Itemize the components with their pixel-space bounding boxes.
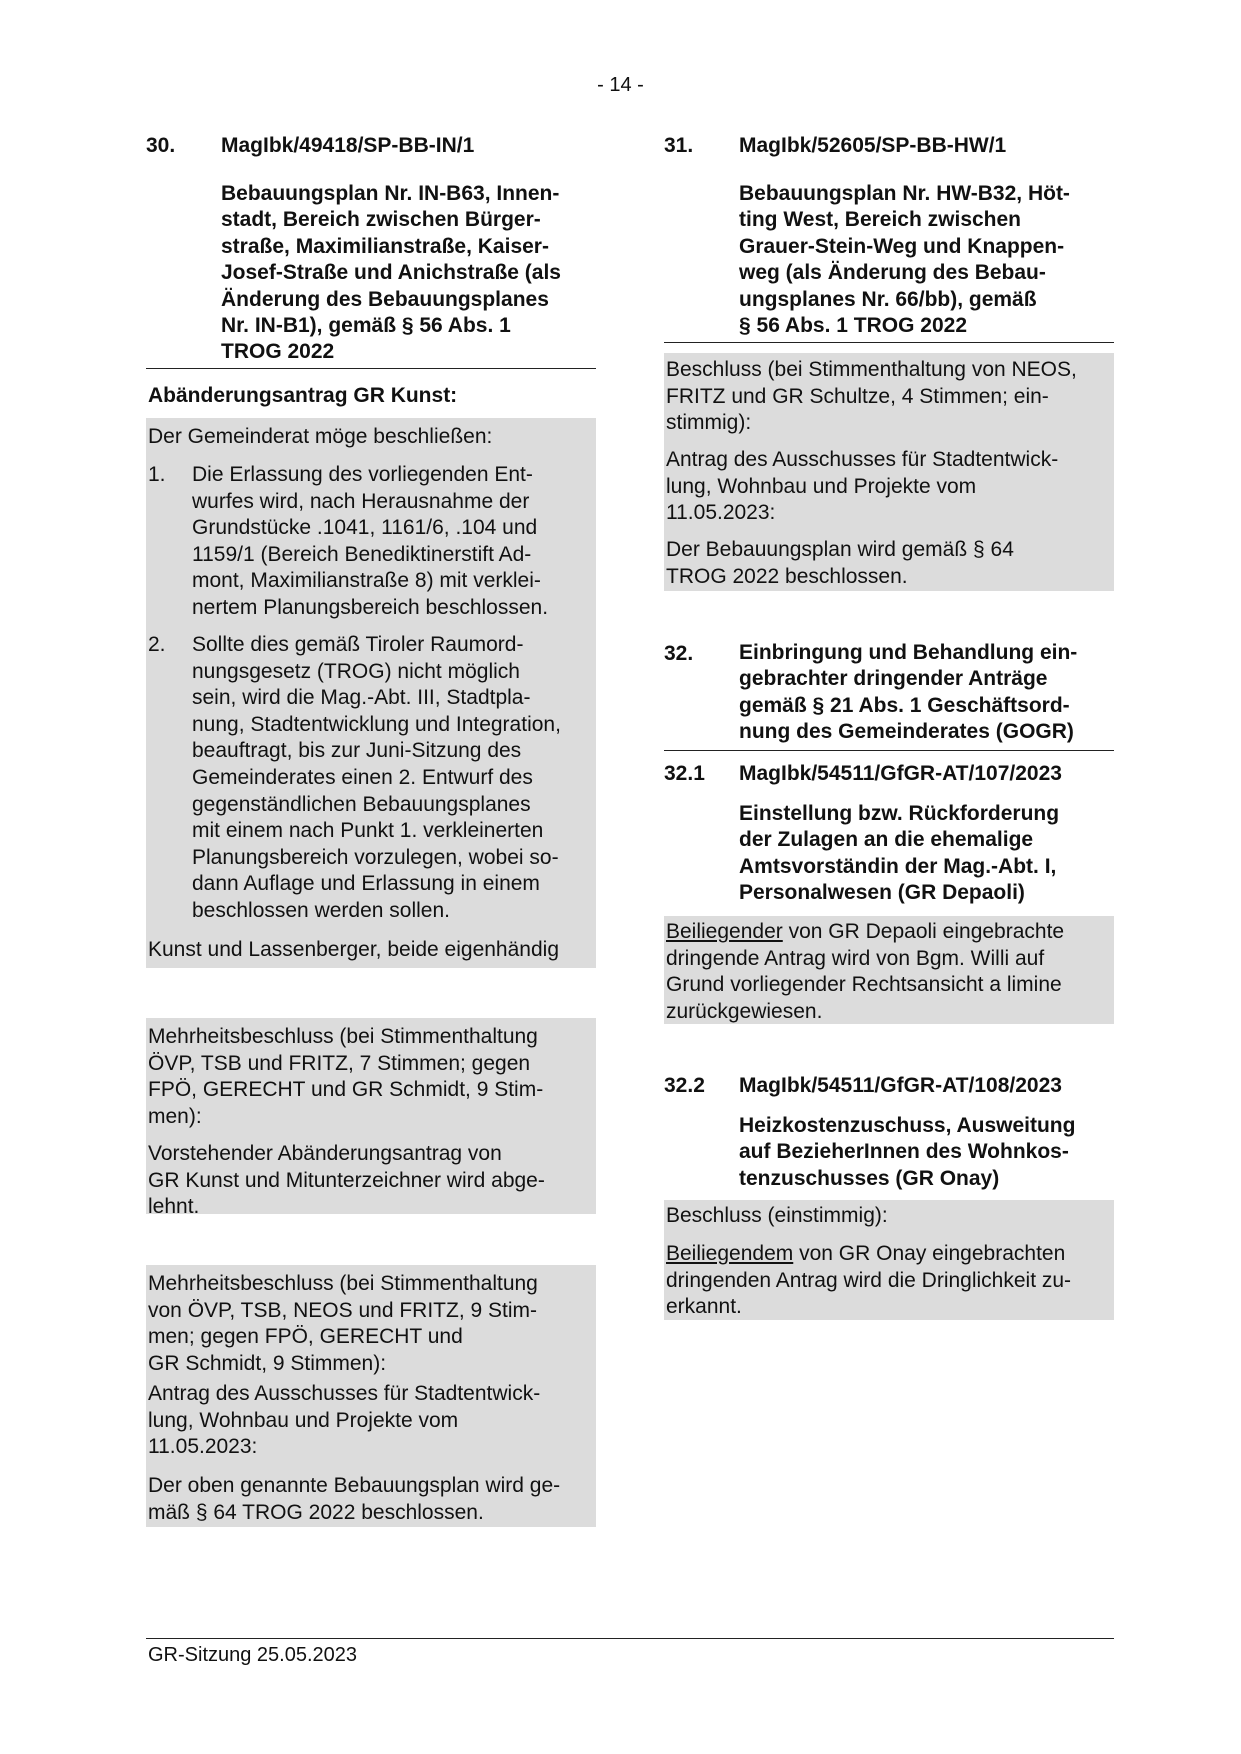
result-block-32-1 xyxy=(664,916,1114,1024)
amendment-intro: Der Gemeinderat möge beschließen: xyxy=(148,425,493,448)
page-number: - 14 - xyxy=(597,74,644,96)
result-text: von GR Onay eingebrachten dringenden Antrag wird die Dringlichkeit zu- erkannt. xyxy=(666,1242,1072,1319)
list-item-text: Sollte dies gemäß Tiroler Raumord- nungsgesetz (TROG) nicht möglich sein, wird die Mag.-Abt. III, Stadtpla- nung, Stadtentwicklung und Integration, beauftragt, bis zur Juni-Sitzung des Gemeinderates einen 2. Entwurf des gegenständlichen Bebauungsplanes mit einem nach Punkt 1. verkleinerten Planungsbereich vorzulegen, wobei so- dann Auflage und Erlassung in einem beschlossen werden sollen. xyxy=(192,633,561,922)
decision-heading: Mehrheitsbeschluss (bei Stimmenthaltung von ÖVP, TSB, NEOS und FRITZ, 9 Stim- men; gegen FPÖ, GERECHT und GR Schmidt, 9 Stimmen): xyxy=(148,1272,538,1375)
underlined-term: Beiliegendem xyxy=(666,1242,794,1265)
item-32-1-title: Einstellung bzw. Rückforderung der Zulagen an die ehemalige Amtsvorständin der Mag.-Abt. I, Personalwesen (GR Depaoli) xyxy=(739,802,1060,905)
decision-result xyxy=(666,1241,1114,1321)
decision-block-2 xyxy=(146,1265,596,1527)
amendment-block xyxy=(146,418,596,968)
item-reference: MagIbk/49418/SP-BB-IN/1 xyxy=(221,134,475,157)
committee-motion: Antrag des Ausschusses für Stadtentwick- lung, Wohnbau und Projekte vom 11.05.2023: xyxy=(148,1382,541,1459)
item-30-header xyxy=(146,132,596,159)
decision-result xyxy=(666,919,1114,1025)
item-reference: MagIbk/52605/SP-BB-HW/1 xyxy=(739,134,1007,157)
decision-heading: Mehrheitsbeschluss (bei Stimmenthaltung ÖVP, TSB und FRITZ, 7 Stimmen; gegen FPÖ, GERECHT und GR Schmidt, 9 Stim- men): xyxy=(148,1025,544,1128)
amendment-signers: Kunst und Lassenberger, beide eigenhändig xyxy=(148,938,559,961)
item-number: 32.1 xyxy=(664,762,705,785)
divider xyxy=(146,368,596,369)
item-reference: MagIbk/54511/GfGR-AT/108/2023 xyxy=(739,1074,1062,1097)
decision-result: Der Bebauungsplan wird gemäß § 64 TROG 2022 beschlossen. xyxy=(666,538,1014,588)
divider xyxy=(664,342,1114,343)
item-31-title: Bebauungsplan Nr. HW-B32, Höt- ting West, Bereich zwischen Grauer-Stein-Weg und Knappen- weg (als Änderung des Bebau- ungsplanes Nr. 66/bb), gemäß § 56 Abs. 1 TROG 2022 xyxy=(739,182,1070,338)
item-30-title: Bebauungsplan Nr. IN-B63, Innen- stadt, Bereich zwischen Bürger- straße, Maximilianstraße, Kaiser- Josef-Straße und Anichstraße (als Änderung des Bebauungsplanes Nr. IN-B1), gemäß § 56 Abs. 1 TROG 2022 xyxy=(221,182,561,364)
item-32-title: Einbringung und Behandlung ein- gebrachter dringender Anträge gemäß § 21 Abs. 1 Geschäftsord- nung des Gemeinderates (GOGR) xyxy=(739,641,1078,744)
result-block-32-2 xyxy=(664,1200,1114,1320)
item-reference: MagIbk/54511/GfGR-AT/107/2023 xyxy=(739,762,1062,785)
committee-motion: Antrag des Ausschusses für Stadtentwick- lung, Wohnbau und Projekte vom 11.05.2023: xyxy=(666,448,1059,525)
item-31-header xyxy=(664,132,1114,159)
item-number: 30. xyxy=(146,134,176,157)
underlined-term: Beiliegender xyxy=(666,920,783,943)
list-item-text: Die Erlassung des vorliegenden Ent- wurfes wird, nach Herausnahme der Grundstücke .1041, 1161/6, .104 und 1159/1 (Bereich Benediktinerstift Ad- mont, Maximilianstraße 8) mit verklei- nertem Planungsbereich beschlossen. xyxy=(192,463,549,619)
list-number: 1. xyxy=(148,463,166,486)
decision-block-1 xyxy=(146,1018,596,1219)
item-number: 32.2 xyxy=(664,1074,705,1097)
item-32-2-header xyxy=(664,1072,1114,1099)
item-number: 31. xyxy=(664,134,694,157)
decision-result: Der oben genannte Bebauungsplan wird ge- mäß § 64 TROG 2022 beschlossen. xyxy=(148,1474,561,1524)
decision-result: Vorstehender Abänderungsantrag von GR Kunst und Mitunterzeichner wird abge- lehnt. xyxy=(148,1142,545,1219)
footer-divider xyxy=(146,1638,1114,1639)
amendment-heading: Abänderungsantrag GR Kunst: xyxy=(148,384,458,407)
list-number: 2. xyxy=(148,633,166,656)
decision-block-31 xyxy=(664,353,1114,591)
divider xyxy=(664,750,1114,751)
item-32-2-title: Heizkostenzuschuss, Ausweitung auf BezieherInnen des Wohnkos- tenzuschusses (GR Onay) xyxy=(739,1114,1076,1190)
item-32-1-header xyxy=(664,760,1114,787)
decision-heading: Beschluss (einstimmig): xyxy=(666,1204,888,1227)
item-number: 32. xyxy=(664,642,694,665)
result-text: von GR Depaoli eingebrachte dringende Antrag wird von Bgm. Willi auf Grund vorliegender Rechtsansicht a limine zurückgewiesen. xyxy=(666,920,1065,1023)
footer-text: GR-Sitzung 25.05.2023 xyxy=(148,1644,358,1666)
decision-heading: Beschluss (bei Stimmenthaltung von NEOS, FRITZ und GR Schultze, 4 Stimmen; ein- stimmig): xyxy=(666,358,1077,435)
